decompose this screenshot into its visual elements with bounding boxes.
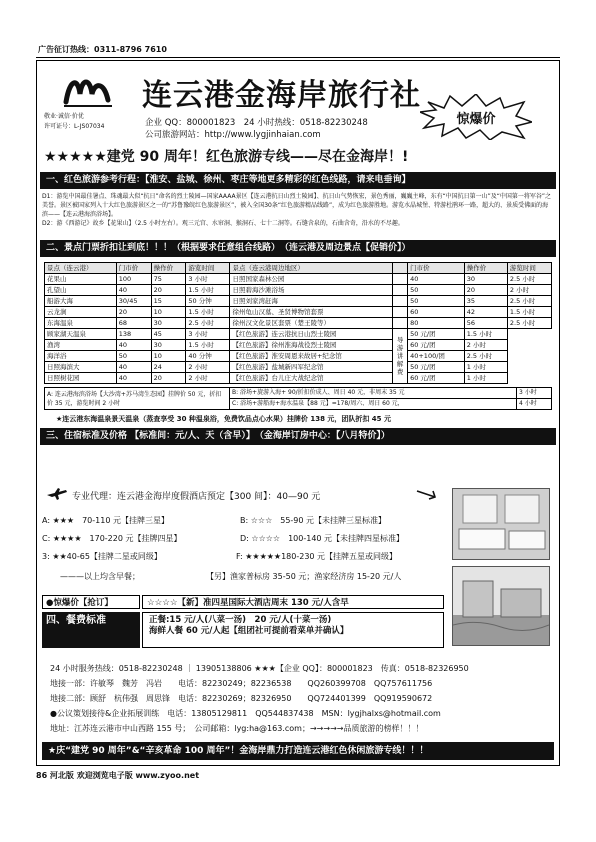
header-cell: 操作价 [151, 263, 186, 274]
note-c: C: 浴场+游船海+海水温泉【88 元】=178/周六、周日 60 元， [230, 399, 517, 410]
ticket-cell: 2.5 小时 [186, 318, 230, 329]
ticket-cell: 1.5 小时 [186, 340, 230, 351]
section3-bar: 三、住宿标准及价格 【标准间：元/人、天（含早）】 （金海岸订房中心：【八月特价】） [40, 428, 556, 445]
ticket-cell: 日照碧海沙滩浴场 [230, 285, 393, 296]
ticket-notes [44, 387, 552, 410]
ticket-cell: 日照海滨大 [45, 362, 117, 373]
section1-para2: D2：游《西游记》故乡【花果山】（2.5 小时左右）。观三元宫、水帘洞、猴洞石、七十二洞等。石缝含泉的，石曲含奇，沿水的不尽趣。 [42, 220, 404, 227]
ad-hotline: 广告征订热线：0311-8796 7610 [38, 45, 167, 54]
ticket-cell: 20 [116, 307, 151, 318]
ticket-cell: 50 [408, 285, 465, 296]
ticket-cell: 80 [408, 318, 465, 329]
header-cell [393, 263, 408, 274]
ticket-cell: 30/45 [116, 296, 151, 307]
ticket-cell: 35 [464, 296, 507, 307]
footer-banner: ★庆“建党 90 周年”&“辛亥革命 100 周年”！金海岸鼎力打造连云港红色休闲旅游专线！！！ [42, 742, 554, 760]
ticket-cell: 50 分钟 [186, 296, 230, 307]
contact-address: 地址：江苏连云港市中山西路 155 号； 公司邮箱：lyg:ha@163.com；→→→→→品质旅游的榜样！！！ [50, 724, 424, 733]
note-c-time: 4 小时 [517, 399, 552, 410]
hotel-room-image [453, 489, 549, 559]
company-logo-icon [62, 72, 114, 110]
ticket-row [45, 318, 552, 329]
ticket-cell: 2 小时 [507, 285, 551, 296]
ticket-cell: 云龙涧 [45, 307, 117, 318]
ticket-cell: 20 [151, 373, 186, 384]
meal-box [142, 612, 444, 648]
ticket-cell: 日照国家森林公园 [230, 274, 393, 285]
ticket-cell [393, 274, 408, 285]
burst-label: 惊爆价 [456, 112, 496, 127]
ticket-note-row [45, 388, 552, 399]
page-footer: 86 河北版 欢迎浏览电子版 www.zyoo.net [36, 771, 200, 780]
ticket-cell: 10 [151, 307, 186, 318]
ticket-cell: 2.5 小时 [464, 351, 507, 362]
hotel-exterior-photo [452, 566, 550, 646]
ticket-cell: 40+100/团 [408, 351, 465, 362]
ticket-cell: 56 [464, 318, 507, 329]
ticket-row [45, 373, 552, 384]
header-cell: 操作价 [464, 263, 507, 274]
ticket-cell: 2 小时 [186, 362, 230, 373]
license-number: 许可证号：L-JS07034 [44, 123, 105, 130]
ticket-header-row [45, 263, 552, 274]
ticket-cell: 徐州汉文化景区套票（楚王陵等） [230, 318, 393, 329]
note-b: B: 浴场+旋游入海+ 90/折扣价成人、周日 40 元，非周末 35 元 [230, 388, 517, 399]
ticket-table [44, 262, 552, 384]
hotel-grade-e: 3: ★★40-65【挂牌二星或同级】 [42, 552, 162, 561]
header-cell: 景点（连云港） [45, 263, 117, 274]
ticket-cell: 50 元/团 [408, 329, 465, 340]
hotel-room-photo [452, 488, 550, 560]
ticket-cell: 40 [116, 373, 151, 384]
ticket-row [45, 296, 552, 307]
shock-price-text: ☆☆☆☆【新】准四星国际大酒店周末 130 元/人含早 [142, 595, 444, 609]
ticket-row [45, 340, 552, 351]
ticket-row [45, 351, 552, 362]
hotel-grade-f: F: ★★★★★180-230 元【挂牌五星或同级】 [236, 552, 398, 561]
guide-fee-label: 导游讲解费 [393, 329, 408, 384]
ticket-cell: 2.5 小时 [507, 318, 551, 329]
meal-line-1: 正餐:15 元/人(八菜一汤) 20 元/人(十菜一汤) [149, 615, 332, 625]
ticket-cell: 40 [116, 340, 151, 351]
hotel-exterior-image [453, 567, 549, 645]
contact-hotline: 24 小时服务热线：0518-82230248 ｜ 13905138806 ★★★【企业 QQ】：800001823 传真：0518-82326950 [50, 664, 469, 673]
ticket-cell: 15 [151, 296, 186, 307]
ticket-cell: 40 分钟 [186, 351, 230, 362]
ticket-cell: 3 小时 [186, 329, 230, 340]
ticket-cell: 10 [151, 351, 186, 362]
ticket-cell: 2.5 小时 [507, 296, 551, 307]
ticket-cell: 1 小时 [464, 373, 507, 384]
ticket-cell: 船游大海 [45, 296, 117, 307]
airplane-icon [46, 487, 68, 501]
ticket-cell: 【红色旅游】连云港抗日山烈士陵园 [230, 329, 393, 340]
ticket-cell: 138 [116, 329, 151, 340]
ticket-cell: 20 [151, 285, 186, 296]
ticket-cell: 【红色旅游】台儿庄大战纪念馆 [230, 373, 393, 384]
section1-bar: 一、红色旅游参考行程：【淮安、盐城、徐州、枣庄等地更多精彩的红色线路，请来电垂询】 [40, 172, 556, 189]
fisher-room-note: 【另】渔家普标房 35-50 元；渔家经济房 15-20 元/人 [206, 572, 402, 581]
ticket-cell: 1 小时 [464, 362, 507, 373]
ticket-cell: 50 [408, 296, 465, 307]
ticket-cell [393, 285, 408, 296]
ticket-cell: 渔湾 [45, 340, 117, 351]
ticket-cell: 40 [116, 362, 151, 373]
ticket-row [45, 329, 552, 340]
ticket-cell: 2 小时 [186, 373, 230, 384]
ticket-cell: 50 [116, 351, 151, 362]
breakfast-note: ———以上均含早餐； [60, 572, 140, 581]
logo-tagline: 敬业·诚信·价优 [44, 113, 84, 120]
ticket-cell: 【红色旅游】淮安周恩来故居+纪念馆 [230, 351, 393, 362]
down-arrow-icon [415, 489, 439, 501]
ticket-cell: 75 [151, 274, 186, 285]
meal-line-2: 海鲜人餐 60 元/人起【组团社可提前看菜单并确认】 [149, 626, 349, 636]
section1-para1: D1：游览中国最佳暑点、珠魂最大似“抗日”命名的烈士陵园—国家AAAA景区【连云港抗日山烈士陵园】、抗日山气势恢宏，景色秀丽，巍巍主峰，东有“中国抗日第一山”及“中国第一将军谷”之美誉。景区被国家列入十大红色旅游景区之一的“苏鲁豫皖红色旅游景区”，被入全国30条“红色旅游精品线路”，成为红色旅游胜地。游览水晶城堡、特游杜鹃环一路，超大的、景质受佛面的海滨——【连云港海滨浴场】。 [42, 193, 552, 218]
ticket-cell: 1.5 小时 [464, 329, 507, 340]
website-line: 公司旅游网站：http://www.lygjinhaian.com [145, 130, 321, 140]
header-cell: 门市价 [116, 263, 151, 274]
ticket-cell: 东海温泉 [45, 318, 117, 329]
ticket-cell [393, 318, 408, 329]
contact-dept-1: 地接一部：许敏琴 魏芳 冯岩 电话：82230249；82236538 QQ260399708 QQ757611756 [50, 679, 433, 688]
ticket-cell: 30 [151, 340, 186, 351]
ticket-cell: 【红色旅游】盐城新四军纪念馆 [230, 362, 393, 373]
ticket-cell: 40 [116, 285, 151, 296]
hotel-grade-b: B: ☆☆☆ 55-90 元【未挂牌三星标准】 [240, 516, 387, 525]
ticket-row [45, 285, 552, 296]
shock-price-label: ●惊爆价【抢订】 [42, 595, 140, 609]
meal-bar: 四、餐费标准 [42, 612, 140, 648]
ticket-cell: 2.5 小时 [507, 274, 551, 285]
ticket-row [45, 362, 552, 373]
top-rule [36, 57, 560, 58]
ticket-cell [393, 307, 408, 318]
header-cell: 景点（连云港周边地区） [230, 263, 393, 274]
ticket-cell: 【红色旅游】徐州淮海战役烈士陵园 [230, 340, 393, 351]
contact-training: ●公议策划接待&企业拓展训练 电话：13805129811 QQ544837438 MSN：lygjhalxs@hotmail.com [50, 709, 441, 718]
company-title: 连云港金海岸旅行社 [142, 78, 421, 113]
ticket-cell: 68 [116, 318, 151, 329]
ticket-cell: 20 [464, 285, 507, 296]
ticket-cell: 1.5 小时 [507, 307, 551, 318]
ticket-cell: 60 元/团 [408, 340, 465, 351]
ticket-cell: 50 元/团 [408, 362, 465, 373]
ticket-cell: 1.5 小时 [186, 307, 230, 318]
header-cell: 游览时间 [507, 263, 551, 274]
ticket-cell: 顾家湖天温泉 [45, 329, 117, 340]
ticket-cell: 孔望山 [45, 285, 117, 296]
qq-hotline: 企业 QQ：800001823 24 小时热线：0518-82230248 [145, 118, 368, 128]
note-a: A: 连云港海滨浴场【大沙湾+苏马湾生态园】挂牌价 50 元，折扣价 35 元，游览时间 2 小时 [45, 388, 230, 410]
ticket-cell: 30 [464, 274, 507, 285]
ticket-body [45, 274, 552, 384]
ticket-cell: 45 [151, 329, 186, 340]
ticket-cell: 42 [464, 307, 507, 318]
ticket-cell [393, 296, 408, 307]
ticket-cell: 24 [151, 362, 186, 373]
hotel-grade-c: C: ★★★★ 170-220 元【挂牌四星】 [42, 534, 182, 543]
hotel-grade-a: A: ★★★ 70-110 元【挂牌三星】 [42, 516, 169, 525]
ticket-cell: 海洋浴 [45, 351, 117, 362]
ticket-cell: 2 小时 [464, 340, 507, 351]
header-cell: 游览时间 [186, 263, 230, 274]
ticket-cell: 3 小时 [186, 274, 230, 285]
hotel-agent-line: 专业代理：连云港金海岸度假酒店预定【300 间】：40—90 元 [72, 492, 321, 502]
slogan: ★★★★★建党 90 周年！红色旅游专线——尽在金海岸！! [44, 149, 409, 165]
logo-tagline-block [44, 112, 134, 132]
ticket-cell: 60 [408, 307, 465, 318]
ticket-row [45, 307, 552, 318]
header-cell: 门市价 [408, 263, 465, 274]
ticket-cell: 60 元/团 [408, 373, 465, 384]
hotel-grade-d: D: ☆☆☆☆ 100-140 元【未挂牌四星标准】 [240, 534, 405, 543]
ticket-cell: 徐州龟山汉墓、圣贤博物馆套票 [230, 307, 393, 318]
ticket-row [45, 274, 552, 285]
shock-price-burst-icon [420, 94, 532, 140]
ticket-cell: 日照刘家湾赶海 [230, 296, 393, 307]
hot-spring-note: ★连云港东海温泉景天温泉（蒸查享受 30 种温泉浴，免费饮品点心水果）挂牌价 138 元，团队折扣 45 元 [56, 415, 391, 423]
ticket-cell: 花果山 [45, 274, 117, 285]
ticket-cell: 40 [408, 274, 465, 285]
ticket-cell: 日照树花园 [45, 373, 117, 384]
ticket-cell: 100 [116, 274, 151, 285]
section2-bar: 二、景点门票折扣让到底！！！（根据要求任意组合线路） （连云港及周边景点【促销价】） [40, 240, 556, 257]
note-b-time: 3 小时 [517, 388, 552, 399]
ticket-cell: 30 [151, 318, 186, 329]
ticket-cell: 1.5 小时 [186, 285, 230, 296]
contact-dept-2: 地接二部：顾舒 杭伟强 周思锋 电话：82230269；82326950 QQ724401399 QQ919590672 [50, 694, 433, 703]
